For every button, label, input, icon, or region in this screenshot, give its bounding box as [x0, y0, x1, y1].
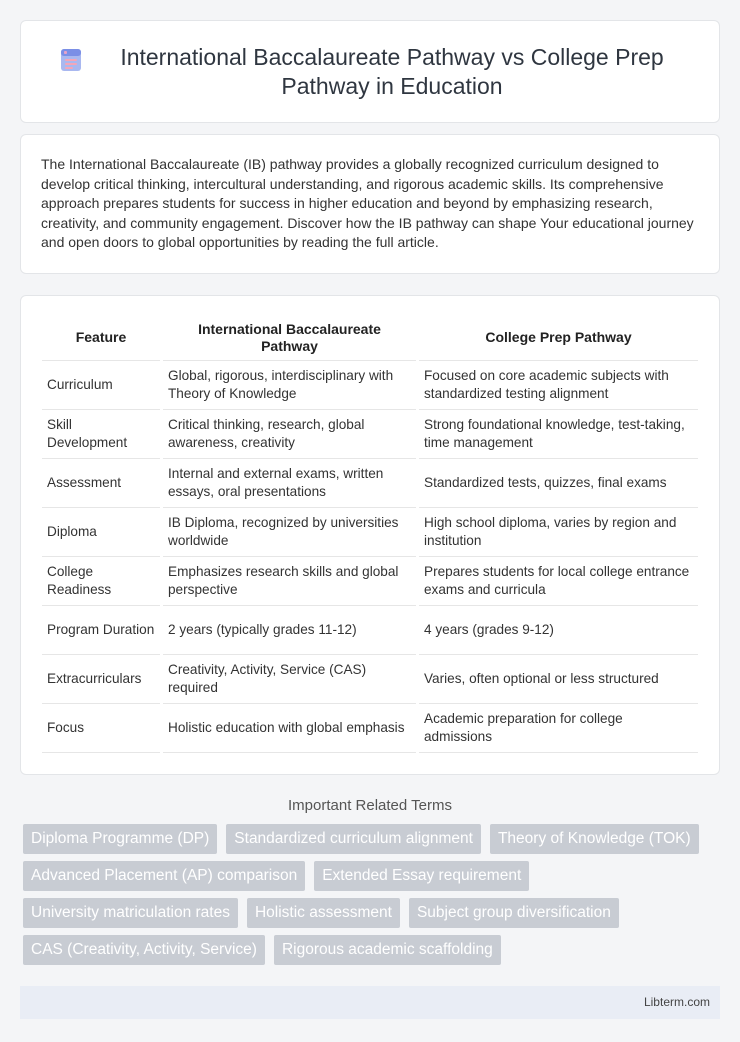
ib-cell: Creativity, Activity, Service (CAS) required: [163, 655, 416, 704]
ib-cell: Internal and external exams, written essays, oral presentations: [163, 459, 416, 508]
related-term-tag[interactable]: Theory of Knowledge (TOK): [490, 824, 699, 854]
table-row: [42, 704, 698, 753]
page-title: International Baccalaureate Pathway vs College Prep Pathway in Education: [120, 43, 664, 99]
college-prep-cell: Focused on core academic subjects with standardized testing alignment: [419, 361, 698, 410]
comparison-table-card: [20, 295, 720, 775]
ib-cell: IB Diploma, recognized by universities worldwide: [163, 508, 416, 557]
college-prep-cell: 4 years (grades 9-12): [419, 606, 698, 655]
table-row: [42, 557, 698, 606]
related-term-tag[interactable]: Subject group diversification: [409, 898, 619, 928]
comparison-table: [39, 316, 701, 753]
feature-cell: Assessment: [42, 459, 160, 508]
related-term-tag[interactable]: Extended Essay requirement: [314, 861, 529, 891]
related-term-tag[interactable]: Diploma Programme (DP): [23, 824, 217, 854]
related-term-tag[interactable]: Rigorous academic scaffolding: [274, 935, 501, 965]
table-row: [42, 606, 698, 655]
feature-cell: Curriculum: [42, 361, 160, 410]
header-card: [20, 20, 720, 123]
feature-cell: Skill Development: [42, 410, 160, 459]
feature-cell: College Readiness: [42, 557, 160, 606]
college-prep-cell: Academic preparation for college admissions: [419, 704, 698, 753]
college-prep-cell: High school diploma, varies by region and institution: [419, 508, 698, 557]
document-icon: [58, 47, 84, 73]
table-row: [42, 459, 698, 508]
column-header: International Baccalaureate Pathway: [163, 316, 416, 361]
related-term-tag[interactable]: Standardized curriculum alignment: [226, 824, 481, 854]
related-term-tag[interactable]: Advanced Placement (AP) comparison: [23, 861, 305, 891]
footer: [20, 986, 720, 1019]
feature-cell: Extracurriculars: [42, 655, 160, 704]
college-prep-cell: Strong foundational knowledge, test-taking, time management: [419, 410, 698, 459]
intro-card: [20, 134, 720, 274]
table-header-row: [42, 316, 698, 361]
table-row: [42, 410, 698, 459]
related-terms-title: Important Related Terms: [288, 796, 452, 814]
related-term-tag[interactable]: Holistic assessment: [247, 898, 400, 928]
related-term-tag[interactable]: CAS (Creativity, Activity, Service): [23, 935, 265, 965]
table-row: [42, 655, 698, 704]
footer-brand[interactable]: Libterm.com: [643, 995, 710, 1010]
feature-cell: Focus: [42, 704, 160, 753]
table-row: [42, 508, 698, 557]
feature-cell: Diploma: [42, 508, 160, 557]
related-terms-list: [20, 824, 720, 972]
table-row: [42, 361, 698, 410]
related-term-tag[interactable]: University matriculation rates: [23, 898, 238, 928]
column-header: College Prep Pathway: [419, 316, 698, 361]
college-prep-cell: Standardized tests, quizzes, final exams: [419, 459, 698, 508]
ib-cell: Emphasizes research skills and global perspective: [163, 557, 416, 606]
ib-cell: Holistic education with global emphasis: [163, 704, 416, 753]
intro-text: The International Baccalaureate (IB) pathway provides a globally recognized curriculum designed to develop critical thinking, intercultural understanding, and rigorous academic skills. Its comprehensive approach prepares students for success in higher education and beyond by emphasizing research, creativity, and community engagement. Discover how the IB pathway can shape Your educational journey and open doors to global opportunities by reading the full article.: [41, 156, 694, 251]
ib-cell: Global, rigorous, interdisciplinary with Theory of Knowledge: [163, 361, 416, 410]
college-prep-cell: Prepares students for local college entrance exams and curricula: [419, 557, 698, 606]
feature-cell: Program Duration: [42, 606, 160, 655]
ib-cell: 2 years (typically grades 11-12): [163, 606, 416, 655]
ib-cell: Critical thinking, research, global awareness, creativity: [163, 410, 416, 459]
college-prep-cell: Varies, often optional or less structured: [419, 655, 698, 704]
column-header: Feature: [42, 316, 160, 361]
